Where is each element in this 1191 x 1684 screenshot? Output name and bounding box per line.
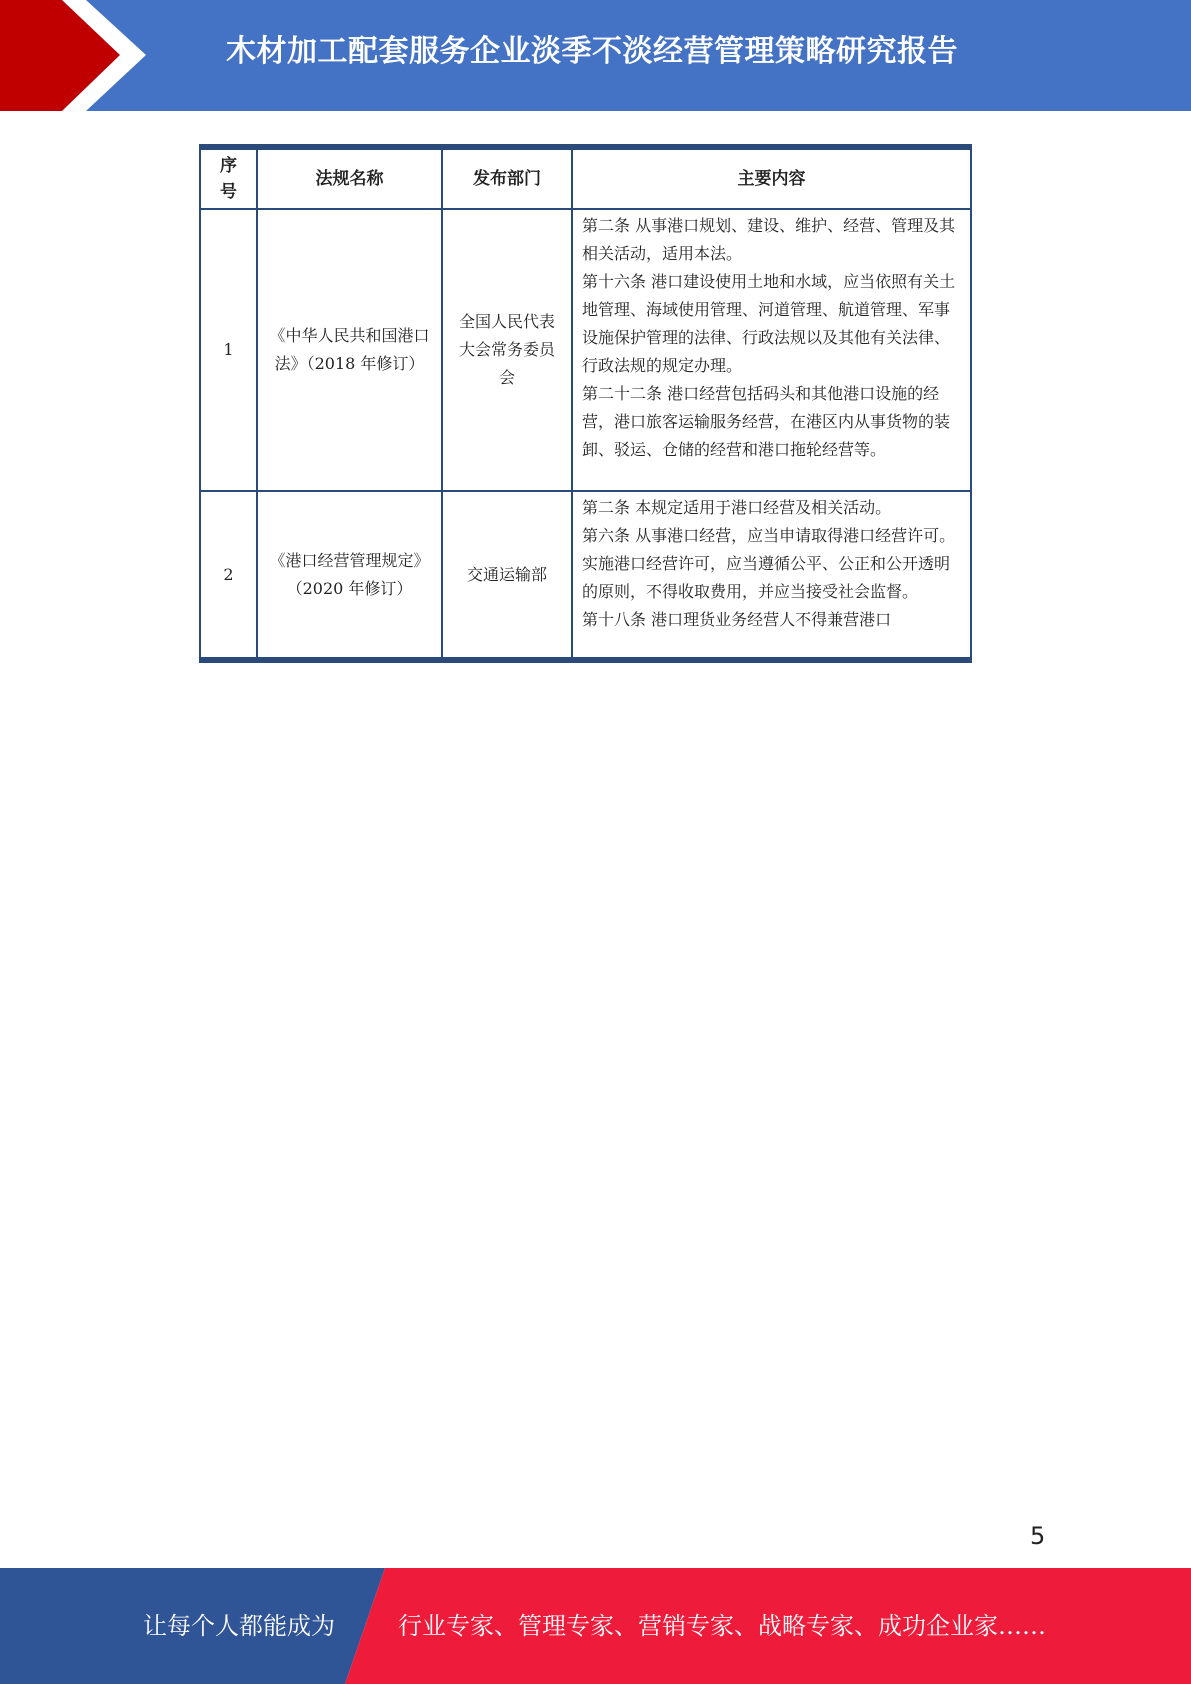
footer-slogan-left: 让每个人都能成为 [143,1612,335,1640]
column-header-index: 序号 [200,147,257,209]
content-paragraph: 第十八条 港口理货业务经营人不得兼营港口 [582,610,892,629]
row-content [572,491,971,660]
content-paragraph: 第二条 从事港口规划、建设、维护、经营、管理及其相关活动，适用本法。 [582,216,956,263]
row-content [572,209,971,491]
row-index: 2 [200,491,257,660]
row-index: 1 [200,209,257,491]
table-header-row [200,147,971,209]
column-header-name: 法规名称 [257,147,442,209]
content-paragraph: 第二十二条 港口经营包括码头和其他港口设施的经营，港口旅客运输服务经营，在港区内从事货物的装卸、驳运、仓储的经营和港口拖轮经营等。 [582,384,951,459]
table-row [200,209,971,491]
table-row [200,491,971,660]
report-title: 木材加工配套服务企业淡季不淡经营管理策略研究报告 [226,34,958,69]
row-department: 全国人民代表大会常务委员会 [442,209,572,491]
page-number: 5 [1030,1522,1046,1550]
row-law-name: 《中华人民共和国港口法》（2018 年修订） [257,209,442,491]
row-department: 交通运输部 [442,491,572,660]
footer-banner [0,1568,1191,1684]
column-header-department: 发布部门 [442,147,572,209]
header-banner [0,0,1191,111]
content-paragraph: 第二条 本规定适用于港口经营及相关活动。 [582,498,892,517]
footer-slogan-right: 行业专家、管理专家、营销专家、战略专家、成功企业家…… [398,1612,1046,1640]
regulations-table-container [199,144,970,663]
regulations-table [199,144,972,663]
column-header-content: 主要内容 [572,147,971,209]
row-law-name: 《港口经营管理规定》（2020 年修订） [257,491,442,660]
content-paragraph: 第十六条 港口建设使用土地和水域，应当依照有关土地管理、海域使用管理、河道管理、航道管理、军事设施保护管理的法律、行政法规以及其他有关法律、行政法规的规定办理。 [582,272,956,375]
content-paragraph: 第六条 从事港口经营，应当申请取得港口经营许可。 实施港口经营许可，应当遵循公平、公正和公开透明的原则，不得收取费用，并应当接受社会监督。 [582,526,956,601]
